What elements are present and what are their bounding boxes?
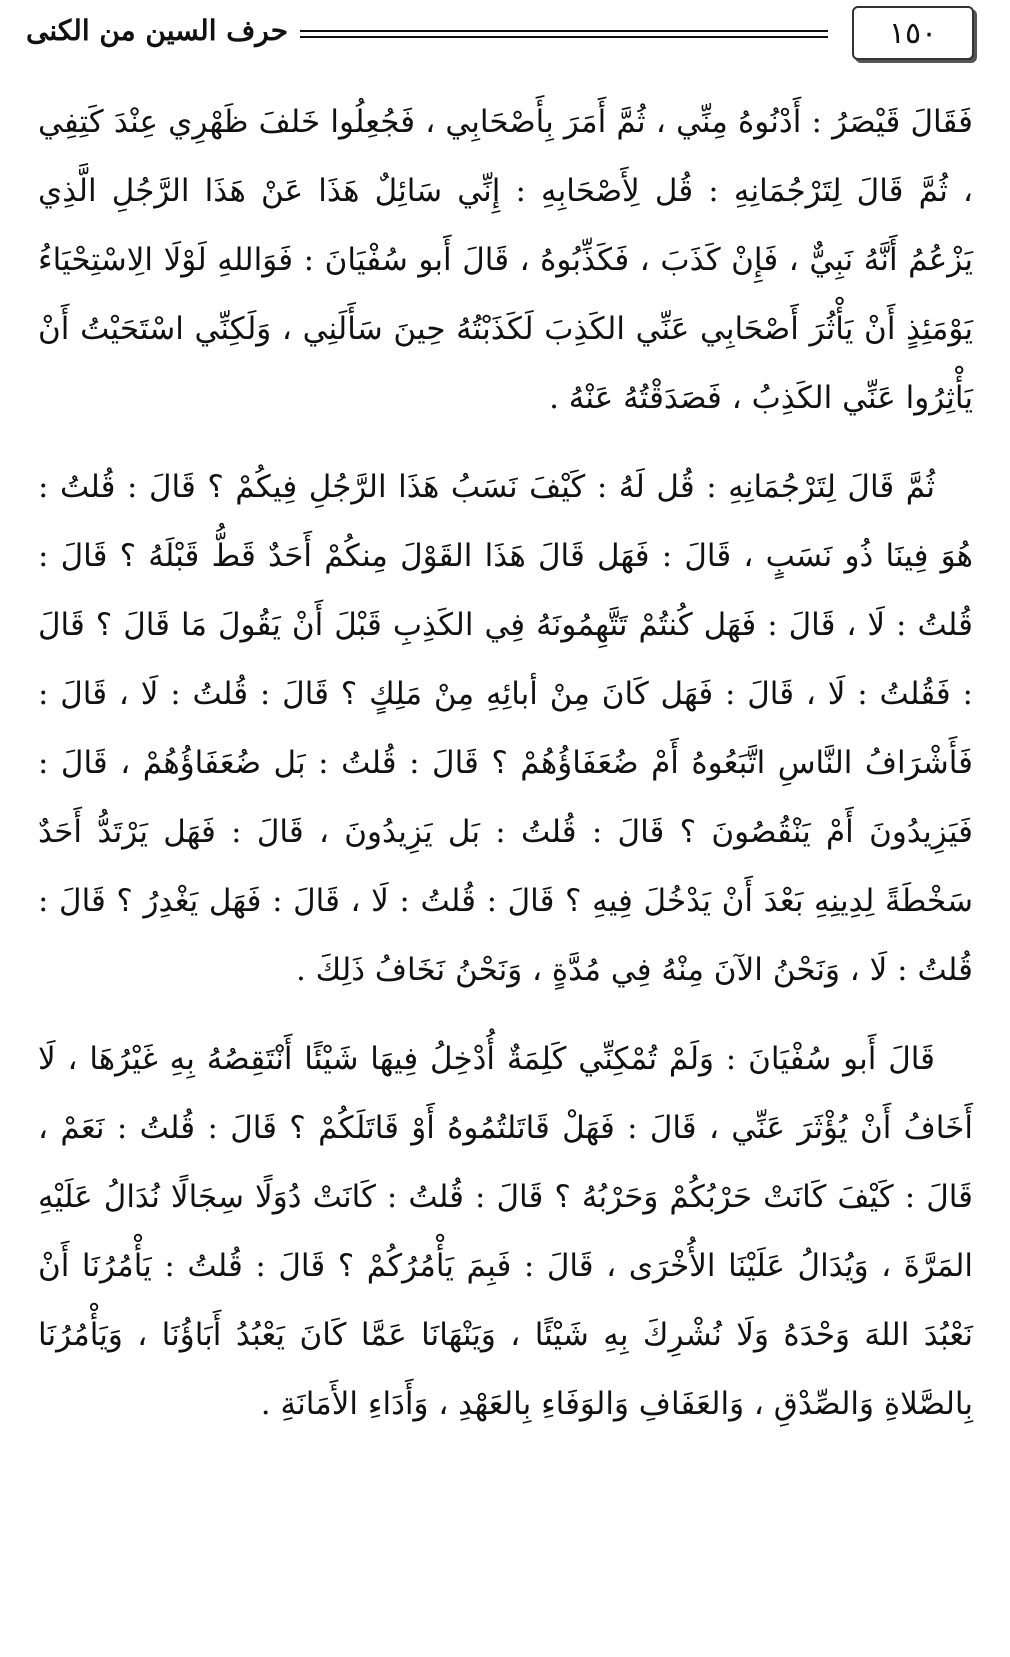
- header-rule: [300, 30, 828, 32]
- page-body: [38, 88, 973, 1459]
- paragraph-3: قَالَ أَبو سُفْيَانَ : وَلَمْ تُمْكِنِّي كَلِمَةٌ أُدْخِلُ فِيهَا شَيْئًا أَنْتَقِصُهُ بِهِ غَيْرُهَا ، لَا أَخَافُ أَنْ يُؤْثَرَ عَنِّي ، قَالَ : فَهَلْ قَاتَلتُمُوهُ أَوْ قَاتَلَكُمْ ؟ قَالَ : قُلتُ : نَعَمْ ، قَالَ : كَيْفَ كَانَتْ حَرْبُكُمْ وَحَرْبُهُ ؟ قَالَ : قُلتُ : كَانَتْ دُوَلًا سِجَالًا نُدَالُ عَلَيْهِ المَرَّةَ ، وَيُدَالُ عَلَيْنَا الأُخْرَى ، قَالَ : فَبِمَ يَأْمُرُكُمْ ؟ قَالَ : قُلتُ : يَأْمُرُنَا أَنْ نَعْبُدَ اللهَ وَحْدَهُ وَلَا نُشْرِكَ بِهِ شَيْئًا ، وَيَنْهَانَا عَمَّا كَانَ يَعْبُدُ أَبَاؤُنَا ، وَيَأْمُرُنَا بِالصَّلاةِ وَالصِّدْقِ ، وَالعَفَافِ وَالوَفَاءِ بِالعَهْدِ ، وَأَدَاءِ الأَمَانَةِ .: [38, 1041, 973, 1422]
- paragraph-2: ثُمَّ قَالَ لِتَرْجُمَانِهِ : قُل لَهُ : كَيْفَ نَسَبُ هَذَا الرَّجُلِ فِيكُمْ ؟ قَالَ : قُلتُ : هُوَ فِينَا ذُو نَسَبٍ ، قَالَ : فَهَل قَالَ هَذَا القَوْلَ مِنكُمْ أَحَدٌ قَطُّ قَبْلَهُ ؟ قَالَ : قُلتُ : لَا ، قَالَ : فَهَل كُنتُمْ تَتَّهِمُونَهُ فِي الكَذِبِ قَبْلَ أَنْ يَقُولَ مَا قَالَ ؟ قَالَ : فَقُلتُ : لَا ، قَالَ : فَهَل كَانَ مِنْ أبائِهِ مِنْ مَلِكٍ ؟ قَالَ : قُلتُ : لَا ، قَالَ : فَأَشْرَافُ النَّاسِ اتَّبَعُوهُ أَمْ ضُعَفَاؤُهُمْ ؟ قَالَ : قُلتُ : بَل ضُعَفَاؤُهُمْ ، قَالَ : فَيَزِيدُونَ أَمْ يَنْقُصُونَ ؟ قَالَ : قُلتُ : بَل يَزِيدُونَ ، قَالَ : فَهَل يَرْتَدُّ أَحَدٌ سَخْطَةً لِدِينِهِ بَعْدَ أَنْ يَدْخُلَ فِيهِ ؟ قَالَ : قُلتُ : لَا ، قَالَ : فَهَل يَغْدِرُ ؟ قَالَ : قُلتُ : لَا ، وَنَحْنُ الآنَ مِنْهُ فِي مُدَّةٍ ، وَنَحْنُ نَخَافُ ذَلِكَ .: [38, 469, 973, 988]
- page-header: [0, 0, 1010, 80]
- paragraph-1: فَقَالَ قَيْصَرُ : أَدْنُوهُ مِنِّي ، ثُمَّ أَمَرَ بِأَصْحَابِي ، فَجُعِلُوا خَلفَ ظَهْرِي عِنْدَ كَتِفِي ، ثُمَّ قَالَ لِتَرْجُمَانِهِ : قُل لِأَصْحَابِهِ : إِنِّي سَائِلٌ هَذَا عَنْ هَذَا الرَّجُلِ الَّذِي يَزْعُمُ أَنَّهُ نَبِيٌّ ، فَإِنْ كَذَبَ ، فَكَذِّبُوهُ ، قَالَ أَبو سُفْيَانَ : فَوَاللهِ لَوْلَا الِاسْتِحْيَاءُ يَوْمَئِذٍ أَنْ يَأْثُرَ أَصْحَابِي عَنِّي الكَذِبَ لَكَذَبْتُهُ حِينَ سَأَلَنِي ، وَلَكِنِّي اسْتَحَيْتُ أَنْ يَأْثِرُوا عَنِّي الكَذِبُ ، فَصَدَقْتُهُ عَنْهُ .: [38, 104, 973, 416]
- page-number: ١٥٠: [852, 6, 974, 60]
- section-title: حرف السين من الكنى: [26, 14, 288, 47]
